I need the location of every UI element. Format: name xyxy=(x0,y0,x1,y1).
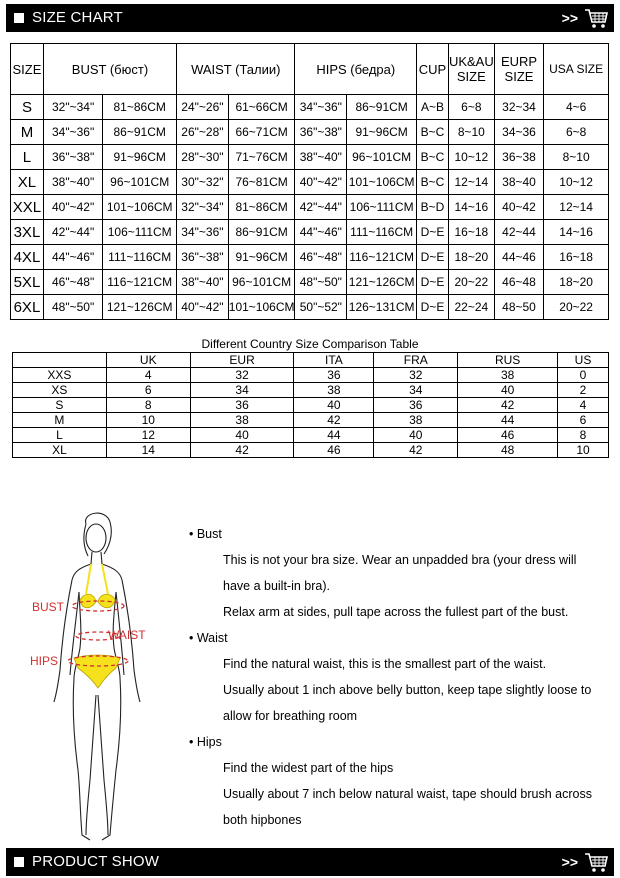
comparison-cell: 42 xyxy=(374,443,458,458)
size-table-cell: 18~20 xyxy=(544,270,609,295)
comparison-cell: 2 xyxy=(558,383,609,398)
comparison-size-cell: M xyxy=(13,413,107,428)
size-table-cell: 12~14 xyxy=(544,195,609,220)
size-table-cell: 61~66CM xyxy=(228,95,295,120)
size-table-cell: 116~121CM xyxy=(103,270,177,295)
comparison-cell: 44 xyxy=(294,428,374,443)
size-table-cell: 96~101CM xyxy=(103,170,177,195)
size-table-cell: 38"~40" xyxy=(177,270,229,295)
size-table-cell: 42"~44" xyxy=(43,220,102,245)
size-table-cell: 24"~26" xyxy=(177,95,229,120)
body-measurement-figure xyxy=(24,510,184,850)
comparison-cell: 32 xyxy=(374,368,458,383)
size-table-cell: 46~48 xyxy=(494,270,544,295)
size-table-cell: 34"~36" xyxy=(43,120,102,145)
comparison-header-ita: ITA xyxy=(294,353,374,368)
size-table-cell: 44"~46" xyxy=(43,245,102,270)
size-table-cell: 101~106CM xyxy=(228,295,295,320)
comparison-header-rus: RUS xyxy=(458,353,558,368)
size-table-cell: 106~111CM xyxy=(347,195,417,220)
size-table-cell: 14~16 xyxy=(544,220,609,245)
size-label-cell: S xyxy=(11,95,44,120)
comparison-cell: 40 xyxy=(458,383,558,398)
header-eurp-size: EURP SIZE xyxy=(494,44,544,95)
size-table-row xyxy=(11,245,609,270)
size-table-cell: 121~126CM xyxy=(103,295,177,320)
woman-silhouette-illustration xyxy=(24,510,184,850)
comparison-header-uk: UK xyxy=(106,353,190,368)
size-table-cell: 38"~40" xyxy=(43,170,102,195)
comparison-size-cell: S xyxy=(13,398,107,413)
guide-bust-line: Relax arm at sides, pull tape across the fullest part of the bust. xyxy=(223,605,569,619)
size-table-cell: 18~20 xyxy=(448,245,494,270)
size-table-cell: 16~18 xyxy=(544,245,609,270)
size-table-cell: B~C xyxy=(417,145,449,170)
size-table-cell: 32"~34" xyxy=(43,95,102,120)
size-table-cell: 48"~50" xyxy=(295,270,347,295)
comparison-size-cell: XS xyxy=(13,383,107,398)
comparison-cell: 6 xyxy=(558,413,609,428)
header-hips: HIPS (бедра) xyxy=(295,44,417,95)
size-table-cell: 46"~48" xyxy=(295,245,347,270)
comparison-cell: 0 xyxy=(558,368,609,383)
size-table-cell: 86~91CM xyxy=(103,120,177,145)
size-table-cell: 32~34 xyxy=(494,95,544,120)
size-table-cell: 44~46 xyxy=(494,245,544,270)
size-table-cell: 8~10 xyxy=(448,120,494,145)
size-table-cell: 36~38 xyxy=(494,145,544,170)
header-title: SIZE CHART xyxy=(32,9,123,26)
comparison-cell: 40 xyxy=(374,428,458,443)
waist-label: WAIST xyxy=(108,628,146,642)
guide-waist-line: allow for breathing room xyxy=(223,709,358,723)
guide-waist-line: Find the natural waist, this is the smallest part of the waist. xyxy=(223,657,547,671)
size-table-cell: 8~10 xyxy=(544,145,609,170)
guide-bust-line: This is not your bra size. Wear an unpadded bra (your dress will xyxy=(223,553,577,567)
comparison-row xyxy=(13,398,609,413)
comparison-cell: 34 xyxy=(374,383,458,398)
comparison-cell: 40 xyxy=(294,398,374,413)
size-table-cell: D~E xyxy=(417,220,449,245)
guide-bust-heading: • Bust xyxy=(189,527,222,541)
comparison-table xyxy=(12,352,609,458)
size-table-cell: 38~40 xyxy=(494,170,544,195)
size-table-cell: 20~22 xyxy=(448,270,494,295)
size-table-cell: 30"~32" xyxy=(177,170,229,195)
comparison-cell: 38 xyxy=(190,413,294,428)
comparison-cell: 38 xyxy=(374,413,458,428)
size-table-cell: 71~76CM xyxy=(228,145,295,170)
bust-label: BUST xyxy=(32,600,65,614)
size-label-cell: 4XL xyxy=(11,245,44,270)
comparison-cell: 34 xyxy=(190,383,294,398)
size-table-cell: 28"~30" xyxy=(177,145,229,170)
comparison-cell: 42 xyxy=(190,443,294,458)
size-table-row xyxy=(11,95,609,120)
size-label-cell: 3XL xyxy=(11,220,44,245)
size-label-cell: 5XL xyxy=(11,270,44,295)
header-usa-size: USA SIZE xyxy=(544,44,609,95)
comparison-cell: 36 xyxy=(374,398,458,413)
size-table-cell: 36"~38" xyxy=(43,145,102,170)
comparison-cell: 12 xyxy=(106,428,190,443)
size-table-cell: 12~14 xyxy=(448,170,494,195)
size-table-cell: 91~96CM xyxy=(103,145,177,170)
size-table-cell: 81~86CM xyxy=(103,95,177,120)
comparison-cell: 6 xyxy=(106,383,190,398)
comparison-row xyxy=(13,428,609,443)
size-table-cell: 40"~42" xyxy=(177,295,229,320)
size-table-cell: 76~81CM xyxy=(228,170,295,195)
comparison-cell: 40 xyxy=(190,428,294,443)
guide-hips-line: Usually about 7 inch below natural waist, tape should brush across xyxy=(223,787,592,801)
size-table-row xyxy=(11,295,609,320)
comparison-cell: 14 xyxy=(106,443,190,458)
size-table-cell: 116~121CM xyxy=(347,245,417,270)
comparison-header-row xyxy=(13,353,609,368)
size-table-cell: 66~71CM xyxy=(228,120,295,145)
size-label-cell: 6XL xyxy=(11,295,44,320)
size-table-cell: 4~6 xyxy=(544,95,609,120)
size-table-cell: 34"~36" xyxy=(177,220,229,245)
size-table-cell: 34"~36" xyxy=(295,95,347,120)
comparison-cell: 38 xyxy=(458,368,558,383)
size-table-cell: D~E xyxy=(417,245,449,270)
comparison-header-blank xyxy=(13,353,107,368)
comparison-table-title: Different Country Size Comparison Table xyxy=(201,337,419,351)
comparison-cell: 8 xyxy=(558,428,609,443)
product-show-header xyxy=(6,848,614,876)
comparison-cell: 42 xyxy=(458,398,558,413)
size-table-cell: 36"~38" xyxy=(295,120,347,145)
comparison-row xyxy=(13,383,609,398)
header-size: SIZE xyxy=(11,44,44,95)
size-table-cell: 40"~42" xyxy=(295,170,347,195)
guide-hips-line: Find the widest part of the hips xyxy=(223,761,394,775)
guide-hips-line: both hipbones xyxy=(223,813,302,827)
size-table-cell: 48"~50" xyxy=(43,295,102,320)
size-label-cell: M xyxy=(11,120,44,145)
comparison-cell: 36 xyxy=(294,368,374,383)
header-arrows: >> xyxy=(561,10,578,26)
size-table-cell: 42"~44" xyxy=(295,195,347,220)
size-table-cell: A~B xyxy=(417,95,449,120)
size-table-cell: 111~116CM xyxy=(347,220,417,245)
size-table-cell: 111~116CM xyxy=(103,245,177,270)
size-table-cell: D~E xyxy=(417,270,449,295)
size-chart-header xyxy=(6,4,614,32)
size-table-cell: 81~86CM xyxy=(228,195,295,220)
size-table-cell: 91~96CM xyxy=(228,245,295,270)
comparison-header-us: US xyxy=(558,353,609,368)
comparison-cell: 4 xyxy=(558,398,609,413)
guide-waist-line: Usually about 1 inch above belly button, keep tape slightly loose to xyxy=(223,683,592,697)
comparison-size-cell: XXS xyxy=(13,368,107,383)
size-table-cell: 96~101CM xyxy=(228,270,295,295)
header-cup: CUP xyxy=(417,44,449,95)
size-table-cell: B~C xyxy=(417,120,449,145)
header-uk-au-size: UK&AU SIZE xyxy=(448,44,494,95)
footer-title: PRODUCT SHOW xyxy=(32,853,160,870)
size-table-cell: 101~106CM xyxy=(347,170,417,195)
size-table-cell: 16~18 xyxy=(448,220,494,245)
size-table-row xyxy=(11,120,609,145)
size-table-cell: 10~12 xyxy=(544,170,609,195)
size-chart-table xyxy=(10,43,609,320)
guide-waist-heading: • Waist xyxy=(189,631,228,645)
comparison-cell: 46 xyxy=(294,443,374,458)
size-table-row xyxy=(11,145,609,170)
size-table-cell: B~D xyxy=(417,195,449,220)
size-table-cell: 6~8 xyxy=(544,120,609,145)
size-table-cell: 14~16 xyxy=(448,195,494,220)
size-table-cell: 40~42 xyxy=(494,195,544,220)
guide-hips-heading: • Hips xyxy=(189,735,222,749)
size-table-row xyxy=(11,270,609,295)
size-table-cell: 86~91CM xyxy=(347,95,417,120)
guide-bust-line: have a built-in bra). xyxy=(223,579,331,593)
size-table-cell: 86~91CM xyxy=(228,220,295,245)
size-table-cell: 48~50 xyxy=(494,295,544,320)
size-table-cell: 20~22 xyxy=(544,295,609,320)
size-table-cell: 38"~40" xyxy=(295,145,347,170)
shopping-cart-icon[interactable] xyxy=(584,7,608,29)
size-table-row xyxy=(11,195,609,220)
size-table-cell: 50"~52" xyxy=(295,295,347,320)
size-table-cell: 126~131CM xyxy=(347,295,417,320)
size-table-row xyxy=(11,170,609,195)
header-waist: WAIST (Талии) xyxy=(177,44,295,95)
header-bust: BUST (бюст) xyxy=(43,44,176,95)
comparison-header-eur: EUR xyxy=(190,353,294,368)
measurement-guide xyxy=(189,521,599,833)
comparison-cell: 42 xyxy=(294,413,374,428)
size-table-cell: 36"~38" xyxy=(177,245,229,270)
size-table-cell: D~E xyxy=(417,295,449,320)
size-label-cell: XL xyxy=(11,170,44,195)
size-table-cell: 106~111CM xyxy=(103,220,177,245)
size-label-cell: L xyxy=(11,145,44,170)
square-bullet-icon xyxy=(14,13,24,23)
comparison-header-fra: FRA xyxy=(374,353,458,368)
shopping-cart-icon[interactable] xyxy=(584,851,608,873)
comparison-row xyxy=(13,368,609,383)
size-table-cell: 101~106CM xyxy=(103,195,177,220)
comparison-row xyxy=(13,413,609,428)
comparison-cell: 4 xyxy=(106,368,190,383)
size-table-cell: 22~24 xyxy=(448,295,494,320)
comparison-size-cell: L xyxy=(13,428,107,443)
comparison-cell: 46 xyxy=(458,428,558,443)
comparison-cell: 8 xyxy=(106,398,190,413)
size-table-cell: 6~8 xyxy=(448,95,494,120)
comparison-cell: 10 xyxy=(558,443,609,458)
comparison-row xyxy=(13,443,609,458)
size-table-cell: 10~12 xyxy=(448,145,494,170)
size-label-cell: XXL xyxy=(11,195,44,220)
size-table-cell: 32"~34" xyxy=(177,195,229,220)
comparison-cell: 10 xyxy=(106,413,190,428)
size-table-cell: 91~96CM xyxy=(347,120,417,145)
size-table-cell: 40"~42" xyxy=(43,195,102,220)
size-table-cell: B~C xyxy=(417,170,449,195)
size-table-cell: 96~101CM xyxy=(347,145,417,170)
hips-label: HIPS xyxy=(30,654,59,668)
size-table-header-row xyxy=(11,44,609,95)
comparison-cell: 36 xyxy=(190,398,294,413)
size-table-cell: 34~36 xyxy=(494,120,544,145)
comparison-cell: 32 xyxy=(190,368,294,383)
size-table-cell: 26"~28" xyxy=(177,120,229,145)
size-table-cell: 121~126CM xyxy=(347,270,417,295)
comparison-cell: 44 xyxy=(458,413,558,428)
size-table-cell: 44"~46" xyxy=(295,220,347,245)
comparison-cell: 48 xyxy=(458,443,558,458)
comparison-cell: 38 xyxy=(294,383,374,398)
comparison-size-cell: XL xyxy=(13,443,107,458)
size-table-cell: 42~44 xyxy=(494,220,544,245)
square-bullet-icon xyxy=(14,857,24,867)
footer-arrows: >> xyxy=(561,854,578,870)
size-table-row xyxy=(11,220,609,245)
size-table-cell: 46"~48" xyxy=(43,270,102,295)
